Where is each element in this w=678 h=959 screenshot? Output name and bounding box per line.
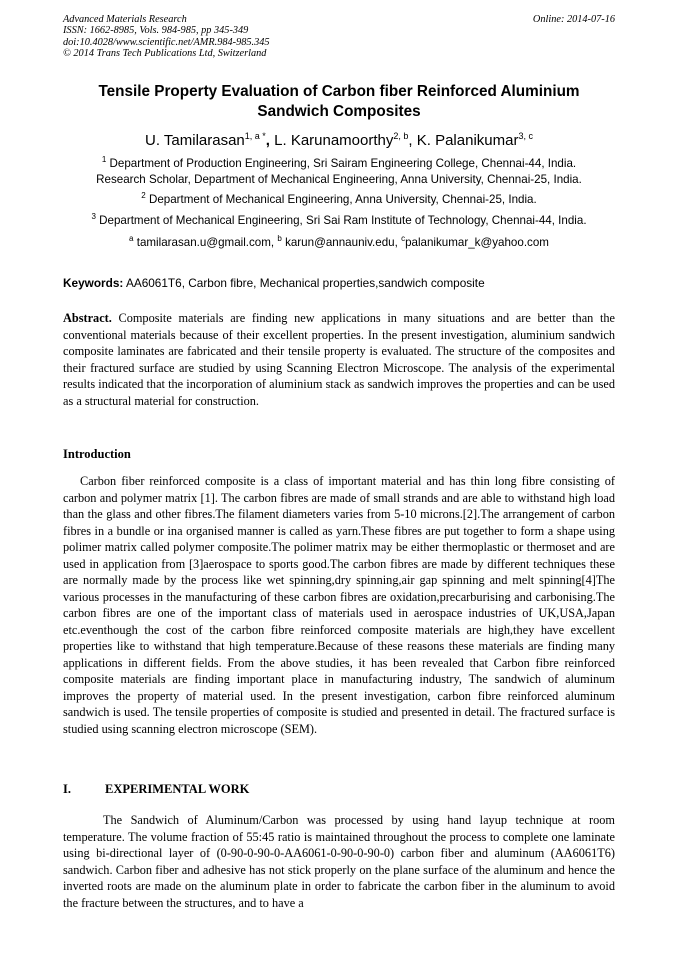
author-list: U. Tamilarasan$^{1, a *}$, L. Karunamoorthy$^{2, b}$, K. Palanikumar$^{3, c}$ — [145, 131, 533, 149]
affil-text: Department of Mechanical Engineering, Anna University, Chennai-25, India. — [148, 193, 537, 206]
title-line-2: Sandwich Composites — [257, 102, 421, 120]
email-line — [30, 235, 648, 251]
introduction-heading: Introduction — [63, 447, 131, 461]
title-line-1: Tensile Property Evaluation of Carbon fiber Reinforced Aluminium — [98, 83, 580, 100]
journal-header — [63, 14, 270, 60]
email-sup: c — [401, 234, 406, 244]
affil-text: Department of Production Engineering, Sri Sairam Engineering College, Chennai-44, India. — [109, 157, 577, 170]
author-name: K. Palanikumar — [416, 132, 519, 149]
affiliation-2 — [30, 192, 648, 208]
affil-sup: 3 — [91, 212, 96, 222]
email-sup: b — [277, 234, 282, 244]
email-sup: a — [129, 234, 134, 244]
author-sup: 1, a * — [244, 131, 266, 141]
email-link[interactable]: karun@annauniv.edu, — [285, 236, 398, 249]
keywords-label: Keywords: — [63, 276, 124, 290]
author-name: U. Tamilarasan — [145, 132, 245, 149]
journal-name: Advanced Materials Research — [63, 14, 187, 25]
abstract-label: Abstract. — [63, 311, 112, 325]
online-date: Online: 2014-07-16 — [532, 14, 615, 25]
introduction-text: Carbon fiber reinforced composite is a class of important material and has thin long fibre consisting of carbon and polymer matrix [1]. The carbon fibres are made of small strands and are able to withstand high load than the glass and other fibres.The filament diameters varies from 5-10 microns.[2].The arrangement of carbon fibres in a bundle or ina organised manner is called as yarn.These fibres are put together to form a shape using polimer matrix called polymer composite.The polimer matrix may be either thermoplastic or thermoset and are used in application from [3]aerospace to sports good.The carbon fibres are made by different techniques these are normally made by the process like wet spinning,dry spinning,air gap spinning and melt spinning[4]The various processes in the manufacturing of these carbon fibres are oxidation,precarburising and carbonising.The carbon fibres are one of the important class of materials used in aerospace industries of UK,USA,Japan etc.eventhough the cost of the carbon fibre reinforced composite materials are high,they have excellent properties like to withstand that high temperature.Because of these reasons these materials are finding many applications in different fields. From the above studies, it has been revealed that Carbon fibre reinforced composite materials are finding important place in manufacturing industry, The sandwich of aluminum improves the property of material used. In the present investigation, carbon fibre reinforced aluminum sandwich is used. The tensile properties of composite is studied and presented in detail. The fractured surface is studied using scanning electron microscope (SEM). — [63, 474, 615, 736]
section-title: EXPERIMENTAL WORK — [105, 782, 250, 796]
copyright-line: © 2014 Trans Tech Publications Ltd, Switzerland — [63, 48, 267, 60]
section-text: The Sandwich of Aluminum/Carbon was processed by using hand layup technique at room temperature. The volume fraction of 55:45 ratio is maintained throughout the process to complete one laminate using bi-directional layer of (0-90-0-90-0-AA6061-0-90-0-90-0) carbon fiber and aluminum (AA6061T6) sandwich. Carbon fiber and adhesive has not stick properly on the plane surface of the aluminum and hence the inverted roots are made on the aluminum plate in order to fabricate the carbon fiber in the aluminum to avoid the fracture between the structures, and to have a — [63, 813, 615, 910]
affil-text: Research Scholar, Department of Mechanical Engineering, Anna University, Chennai-25, India. — [96, 172, 582, 186]
author-sup: 2, b — [393, 131, 409, 141]
author-sup: 3, c — [518, 131, 533, 141]
keywords-line — [63, 275, 623, 291]
affiliation-3 — [30, 213, 648, 229]
email-link[interactable]: palanikumar_k@yahoo.com — [405, 236, 549, 249]
doi-line: doi:10.4028/www.scientific.net/AMR.984-985.345 — [63, 36, 270, 48]
section-heading — [63, 781, 249, 797]
abstract-text: Composite materials are finding new applications in many situations and are better than the conventional materials because of their excellent properties. In the present investigation, aluminium sandwich composite laminates are fabricated and their tensile property is evaluated. The structure of the composites and their fractured surface are studied by using Scanning Electron Microscope. The analysis of the experimental results indicated that the incorporation of aluminium stack as sandwich improves the properties and can be used as a structural material for construction. — [63, 311, 615, 408]
affil-sup: 1 — [101, 155, 107, 165]
abstract — [63, 310, 615, 409]
paper-title — [63, 82, 615, 121]
author-name: L. Karunamoorthy — [274, 132, 394, 149]
keywords-text: AA6061T6, Carbon fibre, Mechanical properties,sandwich composite — [125, 276, 485, 290]
section-number: I. — [63, 782, 71, 796]
affil-text: Department of Mechanical Engineering, Sri Sai Ram Institute of Technology, Chennai-44, India. — [99, 214, 587, 227]
issn-line: ISSN: 1662-8985, Vols. 984-985, pp 345-349 — [63, 25, 249, 37]
affiliation-1 — [30, 156, 648, 187]
affil-sup: 2 — [141, 191, 146, 201]
email-link[interactable]: tamilarasan.u@gmail.com, — [136, 236, 275, 249]
